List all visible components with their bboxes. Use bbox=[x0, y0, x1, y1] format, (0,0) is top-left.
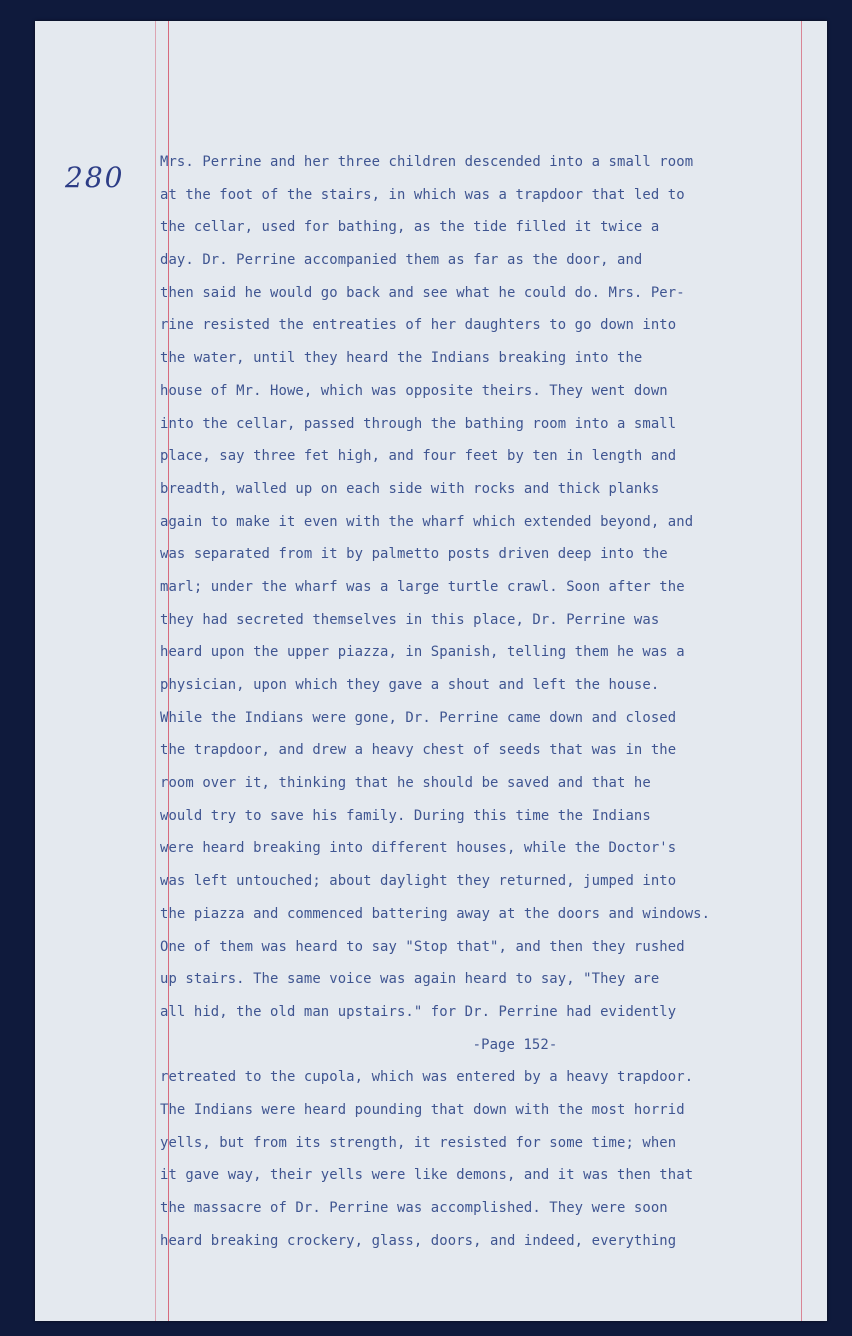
text-line: While the Indians were gone, Dr. Perrine came down and closed bbox=[160, 709, 677, 726]
text-line: the trapdoor, and drew a heavy chest of seeds that was in the bbox=[160, 742, 677, 759]
text-line: rine resisted the entreaties of her daughters to go down into bbox=[160, 317, 677, 334]
text-line: retreated to the cupola, which was entered by a heavy trapdoor. bbox=[160, 1069, 694, 1086]
text-line: room over it, thinking that he should be saved and that he bbox=[160, 775, 651, 792]
text-line: then said he would go back and see what he could do. Mrs. Per- bbox=[160, 284, 685, 301]
text-line: the water, until they heard the Indians breaking into the bbox=[160, 350, 643, 367]
text-line: physician, upon which they gave a shout and left the house. bbox=[160, 677, 660, 693]
text-line: at the foot of the stairs, in which was a trapdoor that led to bbox=[160, 186, 685, 203]
page-marker: -Page 152- bbox=[472, 1036, 558, 1053]
text-line: all hid, the old man upstairs." for Dr. Perrine had evidently bbox=[160, 1003, 677, 1020]
text-line: again to make it even with the wharf which extended beyond, and bbox=[160, 513, 694, 530]
typed-text-body bbox=[160, 146, 810, 1257]
text-line: into the cellar, passed through the bathing room into a small bbox=[160, 415, 677, 432]
text-line: Mrs. Perrine and her three children descended into a small room bbox=[160, 154, 694, 170]
text-line: was separated from it by palmetto posts driven deep into the bbox=[160, 546, 668, 563]
text-line: would try to save his family. During this time the Indians bbox=[160, 807, 651, 824]
text-line: were heard breaking into different houses, while the Doctor's bbox=[160, 840, 677, 857]
text-line: house of Mr. Howe, which was opposite theirs. They went down bbox=[160, 382, 668, 399]
text-line: heard upon the upper piazza, in Spanish, telling them he was a bbox=[160, 644, 685, 661]
text-line: the piazza and commenced battering away at the doors and windows. bbox=[160, 905, 711, 922]
text-line: One of them was heard to say "Stop that", and then they rushed bbox=[160, 938, 685, 955]
text-line: place, say three fet high, and four feet by ten in length and bbox=[160, 448, 677, 465]
text-line: they had secreted themselves in this place, Dr. Perrine was bbox=[160, 611, 660, 628]
text-line: heard breaking crockery, glass, doors, and indeed, everything bbox=[160, 1232, 677, 1249]
text-line: up stairs. The same voice was again heard to say, "They are bbox=[160, 971, 660, 988]
text-line: the massacre of Dr. Perrine was accomplished. They were soon bbox=[160, 1200, 668, 1216]
handwritten-folio-number: 280 bbox=[65, 161, 125, 194]
text-line: day. Dr. Perrine accompanied them as far as the door, and bbox=[160, 252, 643, 269]
text-line: The Indians were heard pounding that down with the most horrid bbox=[160, 1101, 685, 1118]
text-line: was left untouched; about daylight they returned, jumped into bbox=[160, 873, 677, 890]
text-line: marl; under the wharf was a large turtle crawl. Soon after the bbox=[160, 578, 685, 595]
text-line: it gave way, their yells were like demons, and it was then that bbox=[160, 1167, 694, 1184]
text-line: yells, but from its strength, it resisted for some time; when bbox=[160, 1134, 677, 1151]
typed-page bbox=[35, 21, 827, 1321]
text-line: the cellar, used for bathing, as the tide filled it twice a bbox=[160, 219, 660, 236]
margin-rule-left-outer bbox=[155, 21, 156, 1321]
text-line: breadth, walled up on each side with rocks and thick planks bbox=[160, 480, 660, 497]
